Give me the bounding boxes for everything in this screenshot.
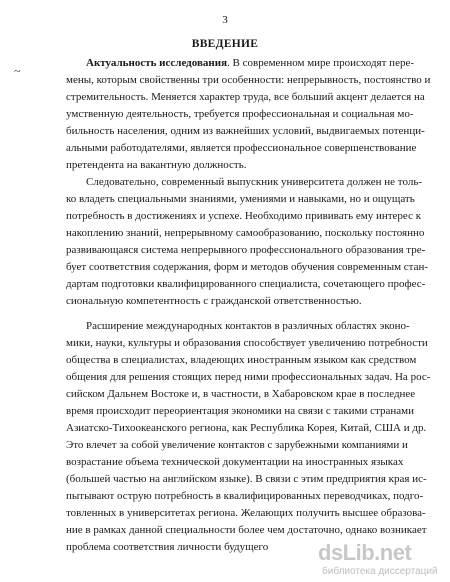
paragraph1-line: стремительность. Меняется характер труда, все больший акцент делается на <box>66 91 425 103</box>
paragraph2-line: накоплению знаний, непрерывному самообразованию, поскольку постоянно <box>66 227 425 239</box>
watermark-logo: dsLib.net <box>318 540 412 565</box>
paragraph2-line: сиональную компетентность с гражданской ответственностью. <box>66 295 362 307</box>
paragraph2-line: бует соответствия содержания, форм и методов обучения современным стан- <box>66 261 429 273</box>
paragraph1-line: мены, которым свойственны три особенности: непрерывность, постоянство и <box>66 74 431 86</box>
paragraph1-line: умственную деятельность, требуется профессиональная и социальная мо- <box>66 108 414 120</box>
paragraph3-line: возрастание объема технической документации на иностранных языках <box>66 456 404 468</box>
watermark-subtitle: библиотека диссертаций <box>322 566 438 577</box>
paragraph3-line: ние в рамках данной специальности более чем достаточно, однако возникает <box>66 524 427 536</box>
paragraph3-line: Расширение международных контактов в различных областях эконо- <box>86 320 410 332</box>
margin-mark: ~ <box>14 64 21 78</box>
paragraph3-line: мики, науки, культуры и образования способствует увеличению потребности <box>66 337 428 349</box>
paragraph3-line: Это влечет за собой увеличение контактов с зарубежными компаниями и <box>66 439 408 451</box>
paragraph2-line: Следовательно, современный выпускник университета должен не толь- <box>86 176 422 188</box>
paragraph3-line: общества в специалистах, владеющих иностранным языком как средством <box>66 354 417 366</box>
paragraph3-line: проблема соответствия личности будущего <box>66 541 269 553</box>
paragraph3-line: Азиатско-Тихоокеанского региона, как Республика Корея, Китай, США и др. <box>66 422 427 434</box>
watermark <box>318 540 448 578</box>
paragraph3-line: пытывают острую потребность в квалифицированных переводчиках, подго- <box>66 490 424 502</box>
paragraph2-line: потребность в достижениях и успехе. Необходимо прививать ему интерес к <box>66 210 422 222</box>
paragraph3-line: сийском Дальнем Востоке и, в частности, в Хабаровском крае в последнее <box>66 388 416 400</box>
paragraph1-line: альными работодателями, является профессиональное совершенствование <box>66 142 417 154</box>
lead-bold-text: Актуальность исследования <box>86 57 228 69</box>
page-number: 3 <box>222 14 228 26</box>
paragraph2-line: ко владеть специальными знаниями, умениями и навыками, но и ощущать <box>66 193 415 205</box>
section-heading: ВВЕДЕНИЕ <box>191 38 259 50</box>
paragraph3-line: (большей частью на английском языке). В связи с этим предприятия края ис- <box>66 473 427 485</box>
paragraph1-line: бильность населения, одним из важнейших условий, выдвигаемых потенци- <box>66 125 425 137</box>
paragraph3-line: время происходит переориентация экономики на связи с такими странами <box>66 405 414 417</box>
paragraph2-line: развивающаяся система непрерывного профессионального образования тре- <box>66 244 426 256</box>
paragraph1-line: Актуальность исследования. В современном мире происходят пере- <box>86 57 414 69</box>
paragraph2-line: дартам подготовки квалифицированного специалиста, сочетающего профес- <box>66 278 426 290</box>
paragraph3-line: товленных в университетах региона. Желающих получить высшее образова- <box>66 507 426 519</box>
paragraph1-line: претендента на вакантную должность. <box>66 159 247 171</box>
paragraph3-line: общения для решения стоящих перед ними профессиональных задач. На рос- <box>66 371 431 383</box>
